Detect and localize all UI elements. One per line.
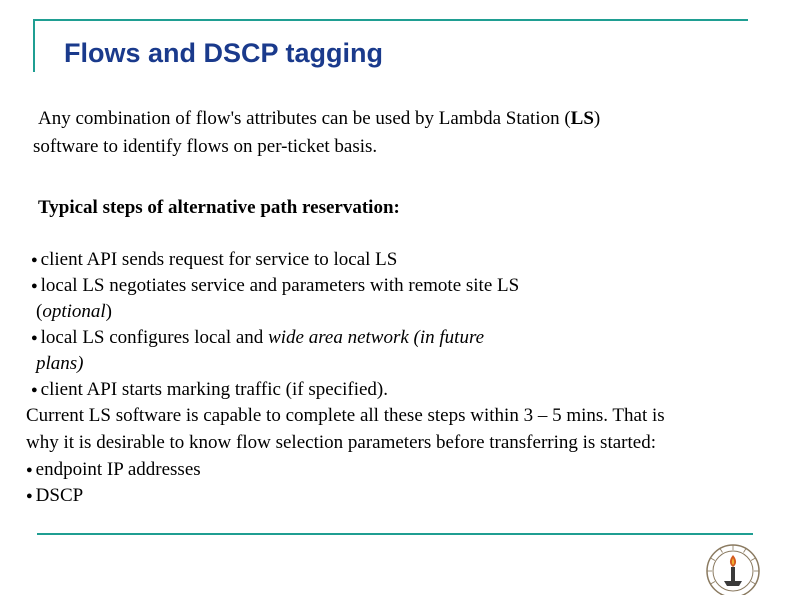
bullet-icon: ● — [26, 464, 33, 476]
seal-logo-icon — [697, 541, 769, 595]
bullet-icon: ● — [31, 384, 38, 396]
step-item-3: ● local LS configures local and wide area network (in future — [31, 327, 485, 348]
step-item-2-continuation: (optional) — [36, 301, 112, 322]
bullet-icon: ● — [26, 490, 33, 502]
intro-line-1: Any combination of flow's attributes can be used by Lambda Station (LS) — [38, 108, 601, 129]
step-item-2: ● local LS negotiates service and parameters with remote site LS — [31, 275, 520, 296]
bullet-icon: ● — [31, 280, 38, 292]
bullet-icon: ● — [31, 332, 38, 344]
frame-left-rule — [33, 19, 35, 72]
steps-heading: Typical steps of alternative path reservation: — [38, 197, 400, 218]
step-item-3-continuation: plans) — [36, 353, 84, 374]
frame-top-rule — [33, 19, 748, 21]
closing-item-2: ● DSCP — [26, 485, 84, 506]
step-item-4: ● client API starts marking traffic (if specified). — [31, 379, 388, 400]
closing-item-1: ● endpoint IP addresses — [26, 459, 201, 480]
slide-title: Flows and DSCP tagging — [64, 38, 384, 68]
bullet-icon: ● — [31, 254, 38, 266]
closing-line-2: why it is desirable to know flow selection parameters before transferring is started: — [26, 432, 656, 453]
bottom-rule — [37, 533, 753, 535]
closing-line-1: Current LS software is capable to complete all these steps within 3 – 5 mins. That is — [26, 405, 665, 426]
intro-line-2: software to identify flows on per-ticket basis. — [33, 136, 378, 157]
step-item-1: ● client API sends request for service to local LS — [31, 249, 398, 270]
